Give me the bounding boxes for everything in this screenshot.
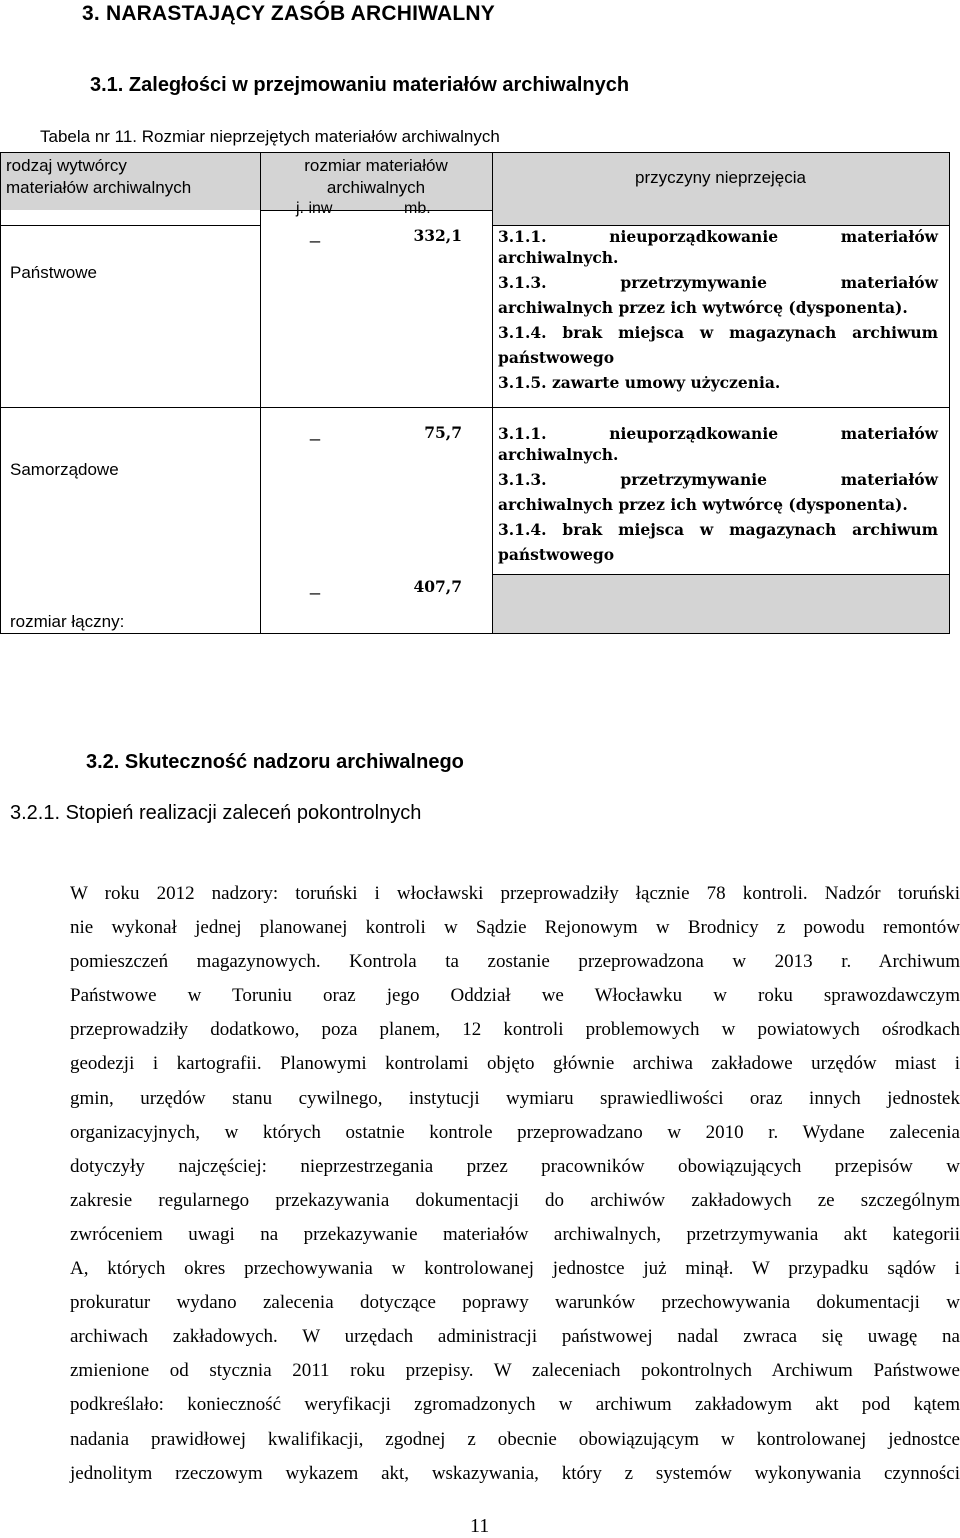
row-meters: 75,7 [424, 423, 462, 442]
table-caption: Tabela nr 11. Rozmiar nieprzejętych materiałów archiwalnych [40, 127, 500, 146]
reason-line: 3.1.3. przetrzymywanie materiałów [498, 470, 938, 489]
table-border [949, 152, 950, 634]
paragraph-line: zakresie regularnego przekazywania dokumentacji do archiwów zakładowych ze szczególnym [70, 1189, 960, 1211]
paragraph-line: organizacyjnych, w których ostatnie kontrole przeprowadzano w 2010 r. Wydane zalecenia [70, 1121, 960, 1143]
paragraph-line: W roku 2012 nadzory: toruński i włocławski przeprowadziły łącznie 78 kontroli. Nadzór toruński [70, 883, 960, 904]
row-reasons [498, 224, 938, 395]
table-border [260, 152, 261, 634]
reason-line: państwowego [498, 545, 615, 564]
paragraph-line: geodezji i kartografii. Planowymi kontrolami objęto głównie archiwa zakładowe urzędów miast i [70, 1053, 960, 1075]
paragraph-line: A, których okres przechowywania w kontrolowanej jednostce już minął. W przypadku sądów i [70, 1258, 960, 1280]
subsection-heading: 3.1. Zaległości w przejmowaniu materiałów archiwalnych [90, 74, 630, 96]
header-creator-l2: materiałów archiwalnych [6, 178, 192, 197]
reason-line: 3.1.3. przetrzymywanie materiałów [498, 273, 938, 292]
header-size-l2: archiwalnych [326, 178, 426, 197]
reason-line: archiwalnych. [498, 445, 619, 464]
table-border [492, 574, 949, 575]
reason-line: archiwalnych przez ich wytwórcę (dysponenta). [498, 298, 908, 317]
header-size-l1: rozmiar materiałów [304, 156, 448, 175]
section-heading-32: 3.2. Skuteczność nadzoru archiwalnego [86, 751, 464, 773]
row-units: _ [310, 223, 321, 243]
reason-line: 3.1.4. brak miejsca w magazynach archiwum [498, 323, 938, 342]
page-number: 11 [470, 1515, 490, 1537]
row-creator: Państwowe [10, 263, 97, 282]
paragraph-line: prokuratur wydano zalecenia dotyczące poprawy warunków przechowywania dokumentacji w [70, 1292, 960, 1314]
paragraph-line: pomieszczeń magazynowych. Kontrola ta zostanie przeprowadzona w 2013 r. Archiwum [70, 951, 960, 973]
empty-cell [492, 574, 949, 634]
header-size-units: j. inw [296, 200, 333, 217]
row-creator: Samorządowe [10, 460, 119, 479]
reason-line: 3.1.1. nieuporządkowanie materiałów [498, 424, 938, 443]
table-border [0, 225, 260, 226]
table-border [0, 633, 950, 634]
reason-line: 3.1.1. nieuporządkowanie materiałów [498, 227, 938, 246]
paragraph-line: Państwowe w Toruniu oraz jego Oddział we Włocławku w roku sprawozdawczym [70, 985, 960, 1007]
reason-line: 3.1.5. zawarte umowy użyczenia. [498, 373, 781, 392]
header-creator-l1: rodzaj wytwórcy [6, 156, 127, 175]
reason-line: państwowego [498, 348, 615, 367]
total-units: _ [310, 575, 321, 595]
table-border [260, 210, 492, 211]
row-reasons [498, 421, 938, 567]
header-size-meters: mb. [404, 200, 431, 217]
header-reasons: przyczyny nieprzejęcia [634, 168, 806, 187]
body-paragraph [70, 877, 960, 1491]
paragraph-line: zwróceniem uwagi na przekazywanie materiałów archiwalnych, przetrzymywania akt kategorii [70, 1223, 960, 1245]
total-label: rozmiar łączny: [10, 612, 125, 631]
subsection-heading-321: 3.2.1. Stopień realizacji zaleceń pokontrolnych [10, 802, 422, 824]
paragraph-line: jednolitym rzeczowym wykazem akt, wskazywania, który z systemów wykonywania czynności [70, 1462, 960, 1484]
paragraph-line: podkreślało: konieczność weryfikacji zgromadzonych w archiwum zakładowym akt pod kątem [70, 1394, 960, 1416]
table-border [0, 407, 950, 408]
paragraph-line: przeprowadziły dodatkowo, poza planem, 12 kontroli problemowych w powiatowych ośrodkach [70, 1019, 960, 1041]
paragraph-line: nie wykonał jednej planowanej kontroli w Sądzie Rejonowym w Brodnicy z powodu remontów [70, 917, 960, 939]
row-units: _ [310, 421, 321, 441]
paragraph-line: zmienione od stycznia 2011 roku przepisy. W zaleceniach pokontrolnych Archiwum Państwowe [70, 1360, 960, 1382]
row-meters: 332,1 [413, 226, 462, 245]
reason-line: archiwalnych. [498, 248, 619, 267]
table-border [0, 152, 950, 153]
paragraph-line: gmin, urzędów stanu cywilnego, instytucji wymiaru sprawiedliwości oraz innych jednostek [70, 1087, 960, 1109]
paragraph-line: archiwach zakładowych. W urzędach administracji państwowej nadal zwraca się uwagę na [70, 1326, 960, 1348]
reason-line: archiwalnych przez ich wytwórcę (dysponenta). [498, 495, 908, 514]
total-meters: 407,7 [413, 577, 462, 596]
reason-line: 3.1.4. brak miejsca w magazynach archiwum [498, 520, 938, 539]
paragraph-line: dotyczyły najczęściej: nieprzestrzegania przez pracowników obowiązujących przepisów w [70, 1155, 960, 1177]
section-heading: 3. NARASTAJĄCY ZASÓB ARCHIWALNY [82, 2, 496, 25]
paragraph-line: nadania prawidłowej kwalifikacji, zgodnej z obecnie obowiązującym w kontrolowanej jednostce [70, 1428, 960, 1450]
